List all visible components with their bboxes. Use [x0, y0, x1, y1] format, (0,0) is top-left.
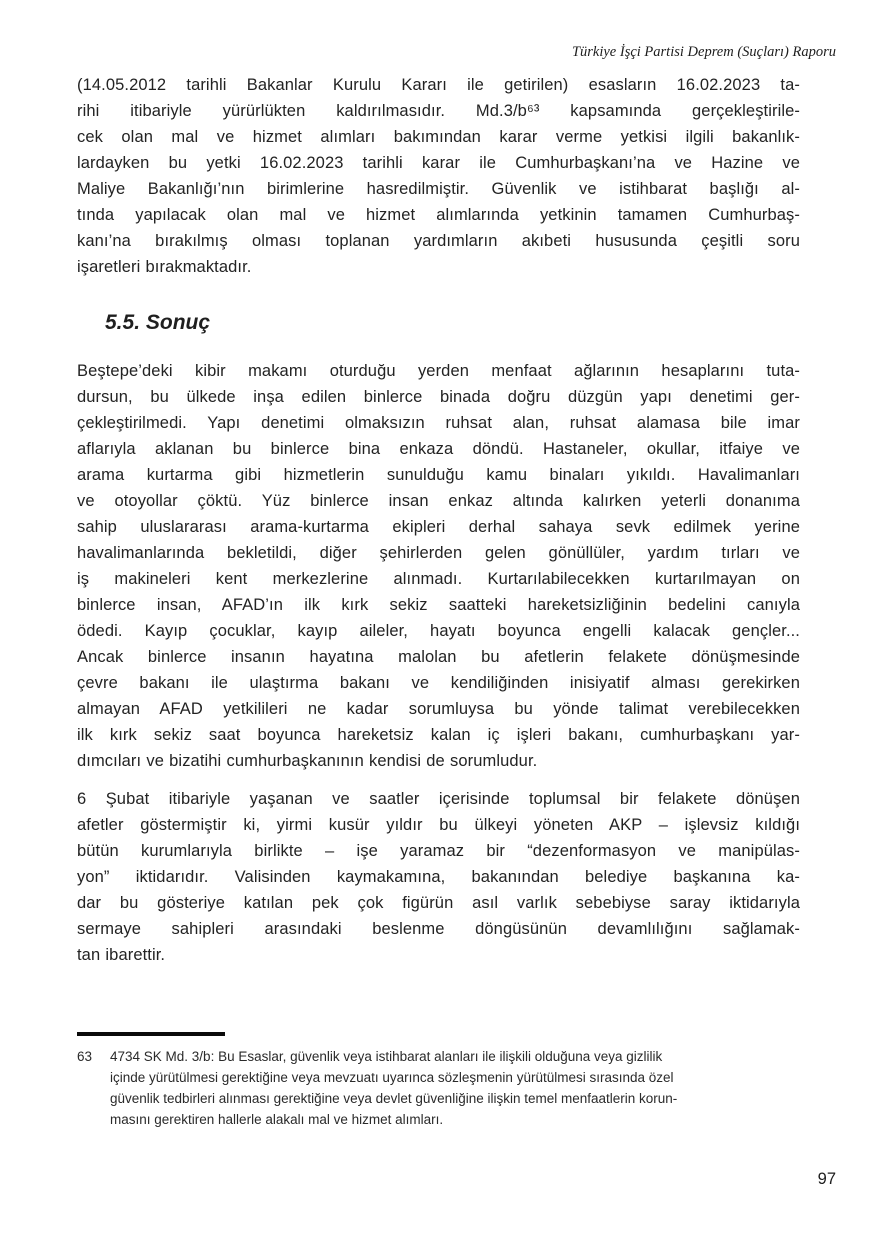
text-line: tan ibarettir.	[77, 946, 166, 964]
text-line: iş makineleri kent merkezlerine alınmadı. Kurtarılabilecekken kurtarılmayan on	[77, 570, 800, 588]
running-header: Türkiye İşçi Partisi Deprem (Suçları) Raporu	[571, 44, 836, 60]
text-line: havalimanlarında bekletildi, diğer şehirlerden gelen gönüllüler, yardım tırları ve	[77, 544, 800, 562]
text-line: dursun, bu ülkede inşa edilen binlerce binada doğru düzgün yapı denetimi ger-	[77, 388, 800, 406]
footnote-separator	[77, 1032, 225, 1036]
page-body	[77, 72, 800, 968]
text-line: bütün kurumlarıyla birlikte – işe yaramaz bir “dezenformasyon ve manipülas-	[77, 842, 800, 860]
text-line: almayan AFAD yetkilileri ne kadar sorumluysa bu yönde talimat verebilecekken	[77, 700, 800, 718]
text-line: arama kurtarma gibi hizmetlerin sunulduğu kamu binaları yıkıldı. Havalimanları	[77, 466, 800, 484]
text-line: afetler göstermiştir ki, yirmi kusür yıldır bu ülkeyi yöneten AKP – işlevsiz kıldığı	[77, 816, 800, 834]
text-line: dımcıları ve bizatihi cumhurbaşkanının kendisi de sorumludur.	[77, 752, 538, 770]
section-heading: 5.5. Sonuç	[105, 311, 211, 334]
text-line: Ancak binlerce insanın hayatına malolan bu afetlerin felakete dönüşmesinde	[77, 648, 800, 666]
text-line: kanı’na bırakılmış olması toplanan yardımların akıbeti hususunda çeşitli soru	[77, 232, 800, 250]
text-line: işaretleri bırakmaktadır.	[77, 258, 252, 276]
text-line: sermaye sahipleri arasındaki beslenme döngüsünün devamlılığını sağlamak-	[77, 920, 800, 938]
footnote-text	[110, 1046, 800, 1130]
text-line: içinde yürütülmesi gerektiğine veya mevzuatı uyarınca sözleşmenin yürütülmesi sırasında özel	[110, 1070, 674, 1085]
paragraph	[77, 358, 800, 774]
footnote-block	[77, 1032, 800, 1130]
footnote	[77, 1046, 800, 1130]
text-line: yon” iktidarıdır. Valisinden kaymakamına, bakanından belediye başkanına ka-	[77, 868, 800, 886]
page-number: 97	[817, 1170, 836, 1188]
text-line: çevre bakanı ile ulaştırma bakanı ve kendiliğinden inisiyatif alması gerekirken	[77, 674, 800, 692]
text-line: ve otoyollar çöktü. Yüz binlerce insan enkaz altında kalırken yeterli donanıma	[77, 492, 800, 510]
text-line: binlerce insan, AFAD’ın ilk kırk sekiz saatteki hareketsizliğinin bedelini canıyla	[77, 596, 800, 614]
paragraph	[77, 786, 800, 968]
text-line: Maliye Bakanlığı’nın birimlerine hasredilmiştir. Güvenlik ve istihbarat başlığı al-	[77, 180, 800, 198]
text-line: aflarıyla aklanan bu binlerce bina enkaza döndü. Hastaneler, okullar, itfaiye ve	[77, 440, 800, 458]
text-line: (14.05.2012 tarihli Bakanlar Kurulu Kararı ile getirilen) esasların 16.02.2023 ta-	[77, 76, 800, 94]
text-line: çekleştirilmedi. Yapı denetimi olmaksızın ruhsat alan, ruhsat alamasa bile imar	[77, 414, 800, 432]
text-line: tında yapılacak olan mal ve hizmet alımlarında yetkinin tamamen Cumhurbaş-	[77, 206, 800, 224]
footnote-number: 63	[77, 1049, 93, 1064]
paragraph	[77, 72, 800, 280]
text-line: cek olan mal ve hizmet alımları bakımından karar verme yetkisi ilgili bakanlık-	[77, 128, 800, 146]
text-line: güvenlik tedbirleri alınması gerektiğine veya devlet güvenliğine ilişkin temel menfaatlerin korun-	[110, 1091, 678, 1106]
text-line: dar bu gösteriye katılan pek çok figürün asıl varlık sebebiyse saray iktidarıyla	[77, 894, 800, 912]
text-line: ilk kırk sekiz saat boyunca hareketsiz kalan iç işleri bakanı, cumhurbaşkanı yar-	[77, 726, 800, 744]
text-line: masını gerektiren hallerle alakalı mal ve hizmet alımları.	[110, 1112, 444, 1127]
text-line: sahip uluslararası arama-kurtarma ekipleri derhal sahaya sevk edilmek yerine	[77, 518, 800, 536]
text-line: ödedi. Kayıp çocuklar, kayıp aileler, hayatı boyunca engelli kalacak gençler...	[77, 622, 800, 640]
text-line: 4734 SK Md. 3/b: Bu Esaslar, güvenlik veya istihbarat alanları ile ilişkili olduğuna veya gizlilik	[110, 1049, 663, 1064]
text-line: rihi itibariyle yürürlükten kaldırılmasıdır. Md.3/b⁶³ kapsamında gerçekleştirile-	[77, 102, 800, 120]
text-line: Beştepe’deki kibir makamı oturduğu yerden menfaat ağlarının hesaplarını tuta-	[77, 362, 800, 380]
text-line: 6 Şubat itibariyle yaşanan ve saatler içerisinde toplumsal bir felakete dönüşen	[77, 790, 800, 808]
text-line: lardayken bu yetki 16.02.2023 tarihli karar ile Cumhurbaşkanı’na ve Hazine ve	[77, 154, 800, 172]
